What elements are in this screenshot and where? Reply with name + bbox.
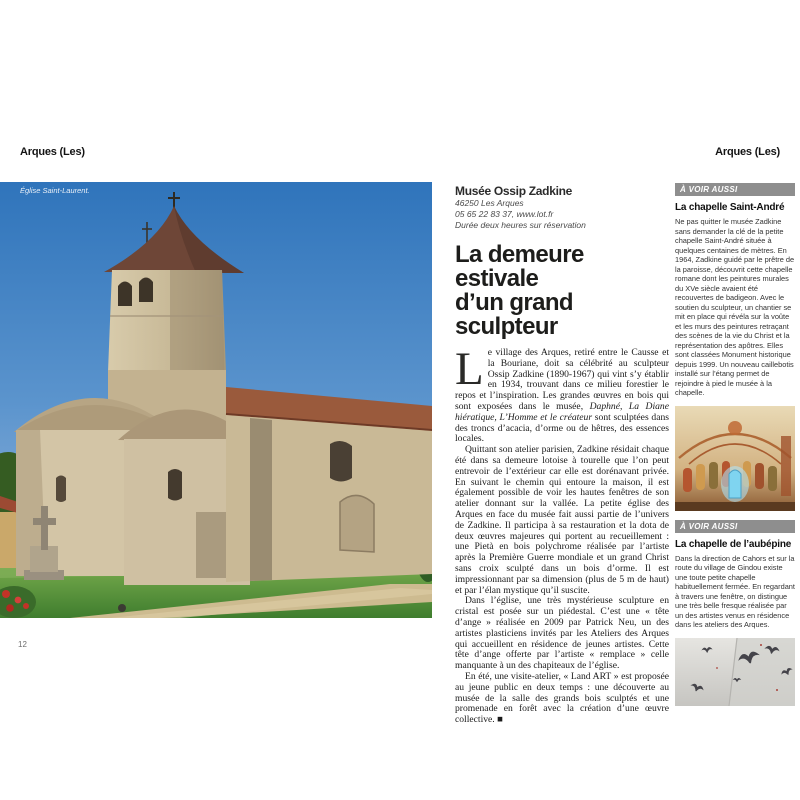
nave-shadow-streak (250, 418, 272, 581)
nave-window (330, 441, 352, 482)
bird-fresco-photo (675, 638, 795, 706)
museum-title: Musée Ossip Zadkine (455, 184, 573, 198)
drop-cap: L (455, 343, 484, 395)
sidebar-text-aubepine: Dans la direction de Cahors et sur la route du village de Gindou existe une toute petite chapelle habituellement fermée. En regardant à travers une fenêtre, on distingue une très belle fresque réalisée par un des artistes venus en résidence dans les ateliers des Arques. (675, 553, 795, 629)
chapel-interior-photo (675, 406, 795, 511)
apse-window-small (56, 476, 66, 503)
left-running-head: Arques (Les) (20, 146, 85, 158)
page-number: 12 (18, 640, 27, 649)
paragraph-1-end: sont sculptées dans des troncs d’acacia, d’orme ou de hêtres, des essences locales. (455, 411, 669, 445)
see-also-bar-2: À VOIR AUSSI (675, 520, 795, 533)
church-photo (0, 182, 432, 618)
sidebar-title-aubepine: La chapelle de l’aubépine (675, 538, 792, 550)
sidebar-text-saint-andre: Ne pas quitter le musée Zadkine sans demander la clé de la petite chapelle Saint-André située à quelques centaines de mètres. En 1964, Zadkine guidé par le prêtre de la paroisse, découvrit cette chapelle romane dont les peintures murales du XVe siècle avaient été recouvertes de badigeon. Avec le soutien du sculpteur, un chantier se mit en place qui révéla sur la voûte et les murs des peintures retraçant des scènes de la vie du Christ et la représentation des apôtres. Elles sont classées Monument historique depuis 1999. Un nouveau caillebotis installé sur l’étang permet de rejoindre à pied le musée à la chapelle. (675, 217, 795, 397)
church-illustration (0, 182, 432, 618)
headline-line-1: La demeure estivale (455, 241, 584, 292)
practical-info-block (455, 184, 669, 231)
sidebar-title-saint-andre: La chapelle Saint-André (675, 202, 785, 213)
article-body (455, 343, 669, 726)
article-column (455, 184, 669, 726)
paragraph-1-text: e village des Arques, retiré entre le Causse et la Bouriane, doit sa célébrité au sculpteur Ossip Zadkine (1890-1967) qui vint s’y établir en 1934, trouvant dans ce milieu forestier le repos et l’inspiration. Les grandes œuvres en bois qui sont exposées dans le musée, (455, 347, 669, 412)
museum-phone-web: 05 65 22 83 37, www.lot.fr (455, 209, 554, 219)
nave-door-arch (340, 495, 374, 552)
headline-line-2: d’un grand sculpteur (455, 289, 573, 340)
artwork-titles: Daphné, La Diane hiératique, L’Homme et le créateur (455, 400, 669, 423)
right-running-head: Arques (Les) (715, 146, 780, 158)
paragraph-3: Dans l’église, une très mystérieuse sculpture en cristal est posée sur un piédestal. C’est une « tête d’ange » réalisée en 2009 par Patrick Neu, un des artistes plasticiens invités par les Ateliers des Arques qui accueillent en résidence de jeunes artistes. Cette tête d’ange offerte par l’artiste « remplace » celle manquante à un des chapiteaux de l’église. (455, 595, 669, 672)
medallion (728, 421, 742, 435)
chapel-fresco-illustration (675, 406, 795, 511)
chapel-window (168, 469, 182, 501)
lawn-object (118, 604, 126, 612)
article-headline (455, 243, 669, 339)
paragraph-4: En été, une visite-atelier, « Land ART » est proposée au jeune public en deux temps : une découverte au musée de la salle des grands bois sculptés et une promenade en forêt avec la création d’une œuvre collective. ■ (455, 670, 669, 726)
photo-caption: Église Saint-Laurent. (20, 186, 90, 195)
paragraph-2: Quittant son atelier parisien, Zadkine résidait chaque été dans sa demeure lotoise à tourelle que l’on peut entrevoir de l’extérieur car elle est dorénavant privée. En suivant le chemin qui entoure la maison, il est également possible de voir les hautes fenêtres de son atelier donnant sur la vallée. La petite église des Arques en face du musée fait aussi partie de l’univers de Zadkine. Il participa à sa restauration et la dota de deux œuvres majeures qui portent au recueillement : une Pietà en bois polychrome réalisée par l’artiste après la Première Guerre mondiale et un grand Christ sans croix sculpté dans un bois d’orme. Il est impressionnant par sa dimension (plus de 5 m de haut) et par l’élan mystique qu’il suscite. (455, 444, 669, 596)
bird-fresco-illustration (675, 638, 795, 706)
blue-window (729, 470, 741, 498)
museum-duration: Durée deux heures sur réservation (455, 220, 586, 230)
altar-shadow (675, 502, 795, 511)
sidebar (675, 183, 795, 715)
see-also-bar-1: À VOIR AUSSI (675, 183, 795, 196)
paragraph-1 (455, 343, 669, 445)
museum-address: 46250 Les Arques (455, 198, 524, 208)
